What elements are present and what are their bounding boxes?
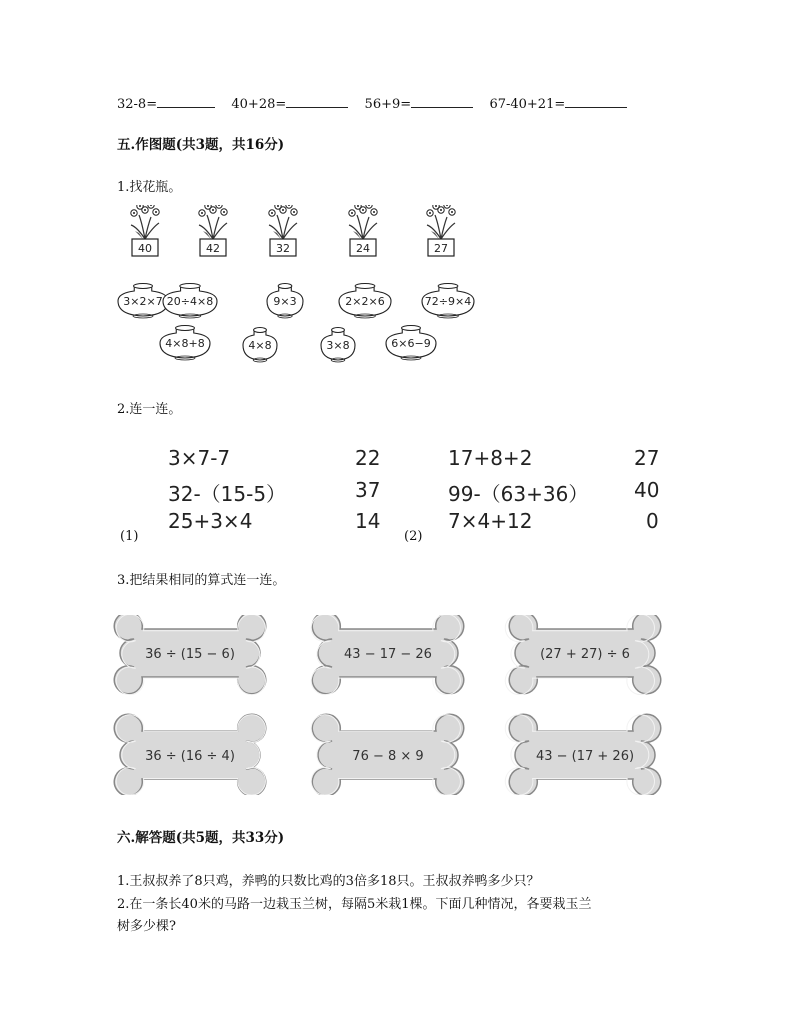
expr-1: 32-8= xyxy=(117,97,158,112)
vase-expression: 2×2×6 xyxy=(345,295,385,308)
vases xyxy=(110,275,490,375)
flower-pot-2 xyxy=(199,205,227,256)
expr-4: 67-40+21= xyxy=(489,97,566,112)
vase-expression: 4×8+8 xyxy=(165,337,205,350)
q2-p1-right-3: 14 xyxy=(355,509,381,533)
flower-pot-3 xyxy=(269,205,297,256)
vase-row1-2 xyxy=(163,284,217,319)
bone-expression: 36 ÷ (16 ÷ 4) xyxy=(145,749,235,764)
bone-expression: 43 − 17 − 26 xyxy=(344,647,432,662)
vase-expression: 9×3 xyxy=(273,295,297,308)
vase-row1-3 xyxy=(267,284,303,319)
bone-expression: (27 + 27) ÷ 6 xyxy=(540,647,630,662)
bone-expression: 76 − 8 × 9 xyxy=(352,749,424,764)
vase-row2-4 xyxy=(386,326,436,361)
q2-part1-label: (1) xyxy=(120,529,139,544)
section6-title: 六.解答题(共5题，共33分) xyxy=(117,830,285,846)
bones xyxy=(110,615,670,795)
q2-p2-left-2: 99-（63+36） xyxy=(448,482,589,506)
vase-expression: 4×8 xyxy=(248,339,272,352)
q2-p2-right-2: 40 xyxy=(634,478,660,502)
bone-r2-c1[interactable] xyxy=(114,714,265,795)
top-arithmetic-row xyxy=(117,95,627,112)
flower-number: 27 xyxy=(434,242,448,255)
answer-blank-4[interactable] xyxy=(565,95,627,108)
vase-expression: 72÷9×4 xyxy=(424,295,472,308)
vase-row2-3 xyxy=(321,328,355,363)
expr-2: 40+28= xyxy=(231,97,287,112)
vase-row1-1 xyxy=(118,284,168,319)
s6-q2-line2: 树多少棵? xyxy=(117,919,176,934)
q2-p2-right-1: 27 xyxy=(634,446,660,470)
flower-pot-4 xyxy=(349,205,377,256)
answer-blank-1[interactable] xyxy=(157,95,215,108)
vase-expression: 3×8 xyxy=(326,339,350,352)
flower-number: 24 xyxy=(356,242,370,255)
expr-3: 56+9= xyxy=(364,97,412,112)
vase-expression: 3×2×7 xyxy=(123,295,163,308)
q2-p2-left-1: 17+8+2 xyxy=(448,446,533,470)
q2-p1-left-3: 25+3×4 xyxy=(168,509,253,533)
vase-expression: 6×6−9 xyxy=(391,337,431,350)
bone-r1-c1[interactable] xyxy=(114,615,265,695)
flower-pots xyxy=(110,205,490,263)
q2-p1-left-2: 32-（15-5） xyxy=(168,482,287,506)
q2-p1-left-1: 3×7-7 xyxy=(168,446,231,470)
q3-title: 3.把结果相同的算式连一连。 xyxy=(117,573,286,588)
q1-title: 1.找花瓶。 xyxy=(117,180,182,195)
flower-pot-1 xyxy=(131,205,159,256)
s6-q2-line1: 2.在一条长40米的马路一边栽玉兰树，每隔5米栽1棵。下面几种情况，各要栽玉兰 xyxy=(117,897,592,912)
s6-q1: 1.王叔叔养了8只鸡，养鸭的只数比鸡的3倍多18只。王叔叔养鸭多少只？ xyxy=(117,874,540,889)
vase-row2-1 xyxy=(160,326,210,361)
bone-r2-c2[interactable] xyxy=(311,714,463,795)
bone-r1-c2[interactable] xyxy=(311,615,463,695)
vase-row1-4 xyxy=(339,284,391,319)
flower-number: 40 xyxy=(138,242,152,255)
q2-p1-right-2: 37 xyxy=(355,478,381,502)
bone-expression: 43 − (17 + 26) xyxy=(535,749,635,764)
q2-p1-right-1: 22 xyxy=(355,446,381,470)
flower-number: 42 xyxy=(206,242,220,255)
q2-title: 2.连一连。 xyxy=(117,402,182,417)
flower-pot-5 xyxy=(427,205,455,256)
vase-row2-2 xyxy=(243,328,277,363)
section5-title: 五.作图题(共3题，共16分) xyxy=(117,137,285,153)
flower-number: 32 xyxy=(276,242,290,255)
q2-p2-left-3: 7×4+12 xyxy=(448,509,533,533)
q2-p2-right-3: 0 xyxy=(646,509,659,533)
answer-blank-2[interactable] xyxy=(286,95,348,108)
bone-r1-c3[interactable] xyxy=(505,615,660,695)
answer-blank-3[interactable] xyxy=(411,95,473,108)
bone-r2-c3[interactable] xyxy=(505,714,660,795)
q2-part2-label: (2) xyxy=(404,529,423,544)
vase-expression: 20÷4×8 xyxy=(166,295,214,308)
vase-row1-5 xyxy=(422,284,474,319)
bone-expression: 36 ÷ (15 − 6) xyxy=(145,647,235,662)
